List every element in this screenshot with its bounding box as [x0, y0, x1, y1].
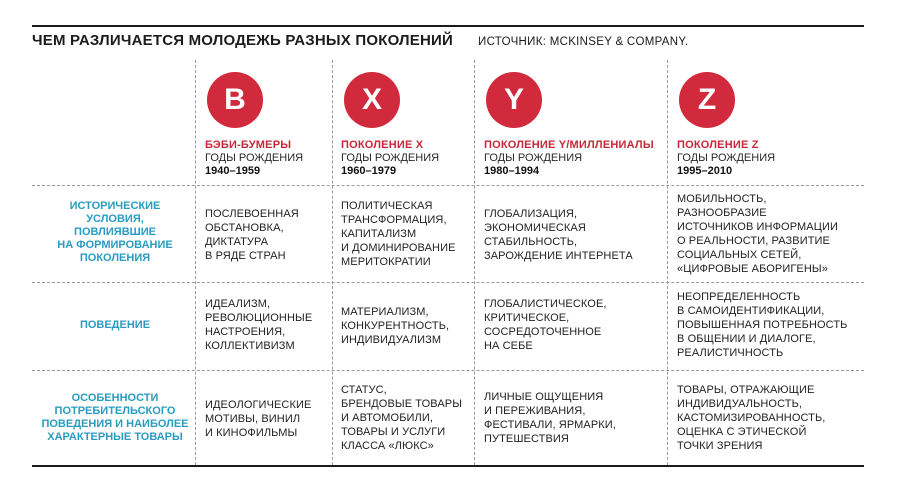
table-cell: МОБИЛЬНОСТЬ, РАЗНООБРАЗИЕ ИСТОЧНИКОВ ИНФОРМАЦИИ О РЕАЛЬНОСТИ, РАЗВИТИЕ СОЦИАЛЬНЫХ СЕТЕЙ, «ЦИФРОВЫЕ АБОРИГЕНЫ» [677, 193, 838, 275]
column-divider [667, 60, 668, 465]
table-cell: ИДЕАЛИЗМ, РЕВОЛЮЦИОННЫЕ НАСТРОЕНИЯ, КОЛЛЕКТИВИЗМ [205, 298, 313, 352]
bottom-rule [32, 465, 864, 467]
row-divider [32, 185, 864, 186]
column-divider [474, 60, 475, 465]
birth-years: 1940–1959 [205, 165, 261, 177]
table-cell: ГЛОБАЛИСТИЧЕСКОЕ, КРИТИЧЕСКОЕ, СОСРЕДОТОЧЕННОЕ НА СЕБЕ [484, 298, 607, 352]
generation-name: БЭБИ-БУМЕРЫ [205, 139, 292, 151]
generation-name: ПОКОЛЕНИЕ Z [677, 139, 759, 151]
generation-badge-y: Y [486, 72, 542, 128]
table-cell: ТОВАРЫ, ОТРАЖАЮЩИЕ ИНДИВИДУАЛЬНОСТЬ, КАСТОМИЗИРОВАННОСТЬ, ОЦЕНКА С ЭТИЧЕСКОЙ ТОЧКИ ЗРЕНИЯ [677, 384, 826, 452]
generation-header-b [205, 139, 303, 178]
column-divider [195, 60, 196, 465]
row-label-historical-conditions: ИСТОРИЧЕСКИЕ УСЛОВИЯ, ПОВЛИЯВШИЕ НА ФОРМИРОВАНИЕ ПОКОЛЕНИЯ [57, 200, 173, 264]
generation-badge-b: B [207, 72, 263, 128]
source-note: ИСТОЧНИК: MCKINSEY & COMPANY. [478, 36, 689, 48]
column-divider [332, 60, 333, 465]
row-label-behavior: ПОВЕДЕНИЕ [79, 319, 151, 331]
table-cell: ЛИЧНЫЕ ОЩУЩЕНИЯ И ПЕРЕЖИВАНИЯ, ФЕСТИВАЛИ, ЯРМАРКИ, ПУТЕШЕСТВИЯ [484, 391, 616, 445]
row-divider [32, 370, 864, 371]
birth-years-label: ГОДЫ РОЖДЕНИЯ [205, 152, 304, 164]
row-label-consumer-behavior: ОСОБЕННОСТИ ПОТРЕБИТЕЛЬСКОГО ПОВЕДЕНИЯ И НАИБОЛЕЕ ХАРАКТЕРНЫЕ ТОВАРЫ [41, 392, 189, 443]
table-cell: МАТЕРИАЛИЗМ, КОНКУРЕНТНОСТЬ, ИНДИВИДУАЛИЗМ [341, 306, 450, 346]
birth-years-label: ГОДЫ РОЖДЕНИЯ [677, 152, 776, 164]
row-divider [32, 282, 864, 283]
generation-header-x [341, 139, 439, 178]
birth-years: 1995–2010 [677, 165, 733, 177]
generation-name: ПОКОЛЕНИЕ Y/МИЛЛЕНИАЛЫ [484, 139, 654, 151]
birth-years: 1960–1979 [341, 165, 397, 177]
birth-years-label: ГОДЫ РОЖДЕНИЯ [484, 152, 583, 164]
generation-badge-z: Z [679, 72, 735, 128]
birth-years: 1980–1994 [484, 165, 540, 177]
generation-header-z [677, 139, 775, 178]
table-cell: ПОЛИТИЧЕСКАЯ ТРАНСФОРМАЦИЯ, КАПИТАЛИЗМ И ДОМИНИРОВАНИЕ МЕРИТОКРАТИИ [341, 200, 456, 268]
table-cell: ПОСЛЕВОЕННАЯ ОБСТАНОВКА, ДИКТАТУРА В РЯДЕ СТРАН [205, 208, 299, 262]
table-cell: ГЛОБАЛИЗАЦИЯ, ЭКОНОМИЧЕСКАЯ СТАБИЛЬНОСТЬ, ЗАРОЖДЕНИЕ ИНТЕРНЕТА [484, 208, 633, 262]
page-title: ЧЕМ РАЗЛИЧАЕТСЯ МОЛОДЕЖЬ РАЗНЫХ ПОКОЛЕНИЙ [32, 32, 453, 49]
generation-name: ПОКОЛЕНИЕ X [341, 139, 424, 151]
table-cell: НЕОПРЕДЕЛЕННОСТЬ В САМОИДЕНТИФИКАЦИИ, ПОВЫШЕННАЯ ПОТРЕБНОСТЬ В ОБЩЕНИИ И ДИАЛОГЕ, РЕАЛИСТИЧНОСТЬ [677, 291, 848, 359]
generation-badge-x: X [344, 72, 400, 128]
top-rule [32, 25, 864, 27]
table-cell: СТАТУС, БРЕНДОВЫЕ ТОВАРЫ И АВТОМОБИЛИ, ТОВАРЫ И УСЛУГИ КЛАССА «ЛЮКС» [341, 384, 463, 452]
birth-years-label: ГОДЫ РОЖДЕНИЯ [341, 152, 440, 164]
generation-header-y [484, 139, 654, 178]
table-cell: ИДЕОЛОГИЧЕСКИЕ МОТИВЫ, ВИНИЛ И КИНОФИЛЬМЫ [205, 399, 312, 439]
